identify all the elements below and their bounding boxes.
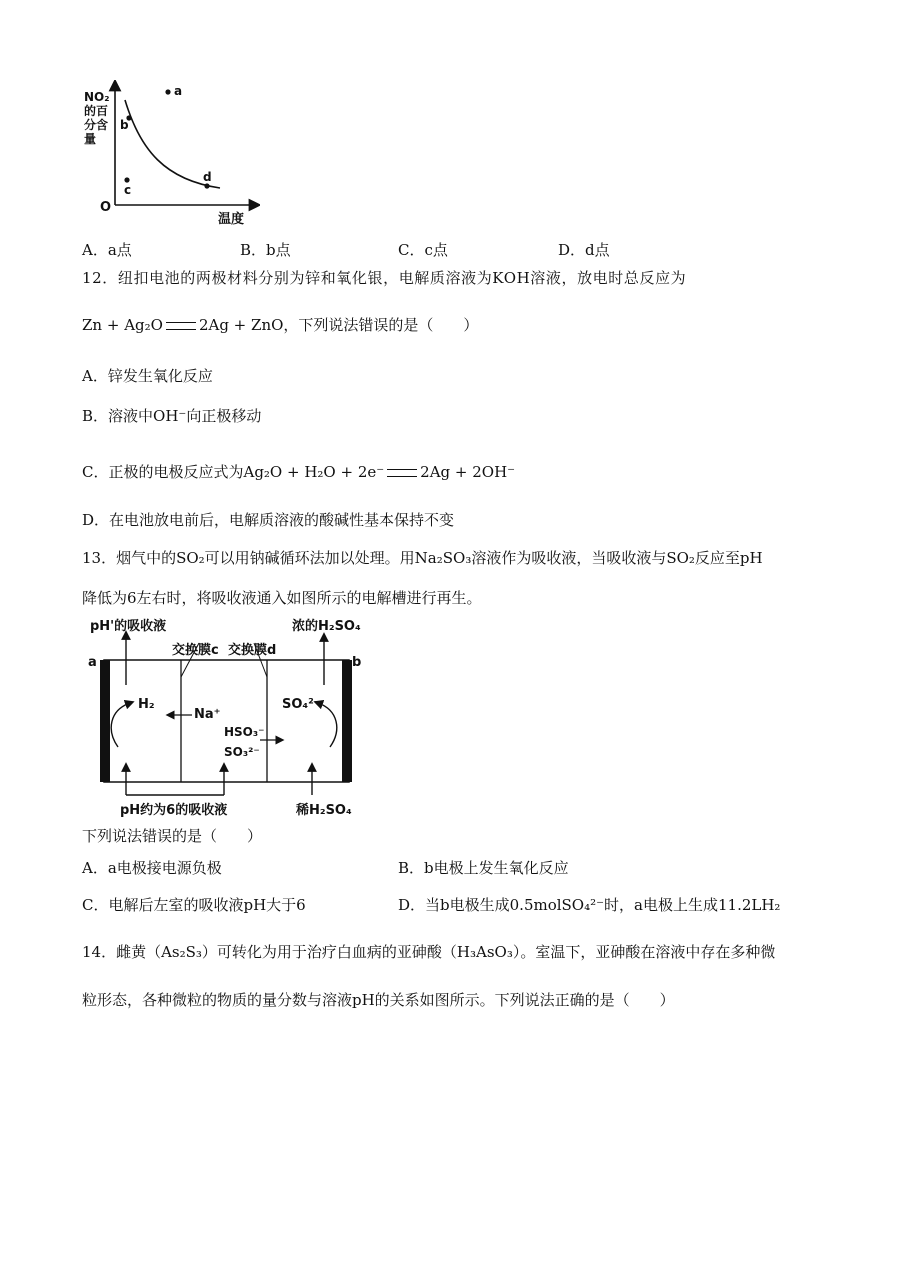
y-label-line: 量 (84, 132, 97, 146)
point-d (204, 183, 209, 188)
point-d-label: d (203, 170, 212, 184)
q12-option-d: D．在电池放电前后，电解质溶液的酸碱性基本保持不变 (82, 511, 455, 529)
q12-stem-tail: ，下列说法错误的是（ ） (283, 316, 479, 334)
y-label-line: 分含 (84, 118, 109, 132)
q14-stem-line1: 14．雌黄（As₂S₃）可转化为用于治疗白血病的亚砷酸（H₃AsO₃）。室温下，亚砷酸在溶液中存在多种微 (82, 943, 776, 961)
q13-option-c: C．电解后左室的吸收液pH大于6 (82, 896, 306, 914)
electrode-a-label: a (88, 655, 97, 670)
q13-stem-line1: 13．烟气中的SO₂可以用钠碱循环法加以处理。用Na₂SO₃溶液作为吸收液，当吸收液与SO₂反应至pH (82, 549, 763, 567)
q12-opt-c-eq-left: Ag₂O + H₂O + 2e⁻ (243, 463, 385, 481)
q12-opt-c-eq-right: 2Ag + 2OH⁻ (420, 463, 516, 481)
q11-option-b: B．b点 (240, 241, 291, 259)
bottom-right-label: 稀H₂SO₄ (296, 803, 352, 818)
q12-opt-c-prefix: C．正极的电极反应式为 (82, 463, 244, 481)
electrode-b (342, 660, 352, 782)
point-b-label: b (120, 118, 129, 132)
q12-option-c (82, 462, 515, 482)
y-axis-label (84, 90, 118, 146)
x-axis-label: 温度 (218, 212, 245, 227)
q13-option-b: B．b电极上发生氧化反应 (398, 859, 569, 877)
q13-option-d: D．当b电极生成0.5molSO₄²⁻时，a电极上生成11.2LH₂ (398, 896, 781, 914)
q12-eq-right: 2Ag + ZnO (198, 316, 284, 334)
electrode-a (100, 660, 110, 782)
h2-curved-arrow (111, 703, 130, 747)
q12-eq-left: Zn + Ag₂O (82, 316, 163, 334)
q11-option-d: D．d点 (558, 241, 610, 259)
y-label-line: NO₂ (84, 90, 110, 104)
y-label-line: 的百 (84, 104, 109, 118)
electrode-b-label: b (352, 655, 362, 670)
q12-equation (82, 315, 478, 335)
membrane-d-label: 交换膜d (228, 643, 277, 658)
q14-stem-line2: 粒形态，各种微粒的物质的量分数与溶液pH的关系如图所示。下列说法正确的是（ ） (82, 991, 675, 1009)
q12-option-b: B．溶液中OH⁻向正极移动 (82, 407, 262, 425)
electrolysis-diagram (84, 615, 374, 820)
tank-outline (104, 660, 349, 782)
hso3-label: HSO₃⁻ (224, 725, 265, 739)
q12-option-a: A．锌发生氧化反应 (82, 367, 213, 385)
equals-arrow-icon (387, 469, 417, 477)
equals-arrow-icon (166, 322, 196, 330)
h2-label: H₂ (138, 697, 155, 712)
top-left-label: pH'的吸收液 (90, 619, 167, 634)
point-c-label: c (124, 183, 132, 197)
point-c (124, 177, 129, 182)
q11-option-a: A．a点 (82, 241, 132, 259)
na-label: Na⁺ (194, 707, 221, 722)
no2-graph (80, 80, 260, 225)
q13-option-a: A．a电极接电源负极 (82, 859, 222, 877)
q13-stem-line2: 降低为6左右时，将吸收液通入如图所示的电解槽进行再生。 (82, 589, 482, 607)
point-a-label: a (174, 84, 183, 98)
q11-option-c: C．c点 (398, 241, 448, 259)
origin-label: O (100, 200, 112, 215)
top-right-label: 浓的H₂SO₄ (292, 619, 361, 634)
q12-stem: 12．纽扣电池的两极材料分别为锌和氧化银，电解质溶液为KOH溶液，放电时总反应为 (82, 269, 687, 287)
so3-label: SO₃²⁻ (224, 745, 260, 759)
q13-question: 下列说法错误的是（ ） (82, 827, 263, 845)
membrane-c-label: 交换膜c (172, 643, 219, 658)
so4-curved-arrow (318, 703, 337, 747)
bottom-mid-label: pH约为6的吸收液 (120, 803, 228, 818)
so4-label: SO₄²⁻ (282, 697, 321, 712)
point-a (165, 89, 170, 94)
